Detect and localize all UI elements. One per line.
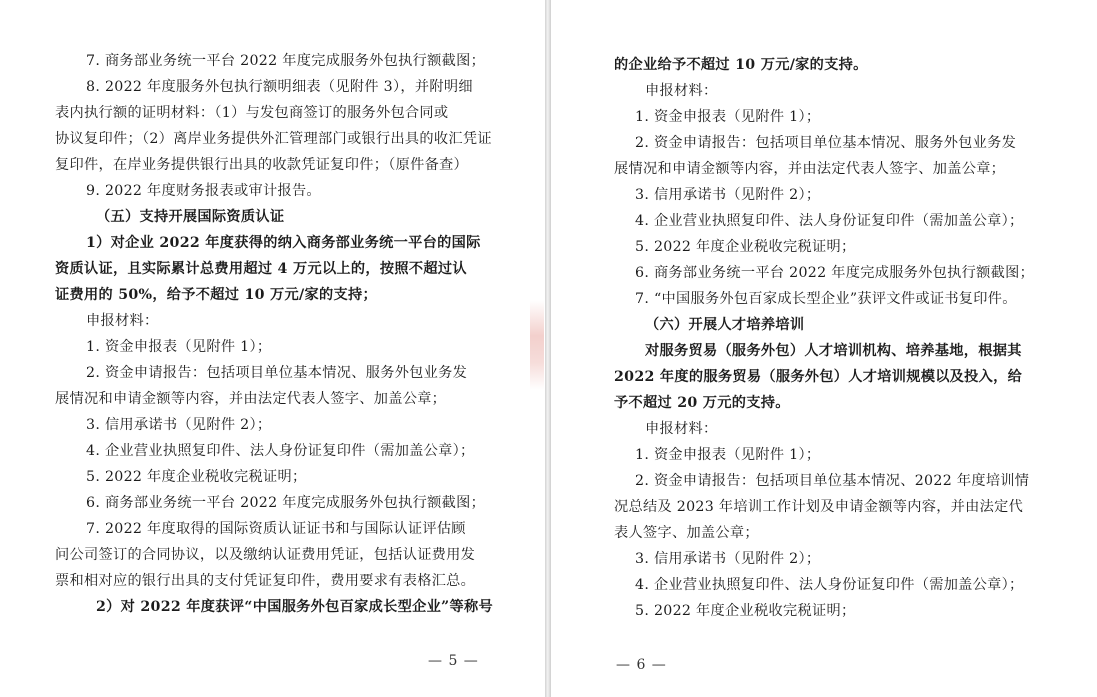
left-line-19: 7. 2022 年度取得的国际资质认证证书和与国际认证评估顾 (86, 521, 466, 537)
right-line-19: 表人签字、加盖公章； (614, 525, 759, 541)
right-line-1: 的企业给予不超过 10 万元/家的支持。 (614, 57, 868, 73)
left-page (0, 0, 545, 697)
right-line-18: 况总结及 2023 年培训工作计划及申请金额等内容，并由法定代 (614, 499, 1024, 515)
left-line-4: 协议复印件；（2）离岸业务提供外汇管理部门或银行出具的收汇凭证 (55, 131, 492, 147)
stamp-mark (530, 300, 544, 390)
right-line-6: 3. 信用承诺书（见附件 2）； (635, 187, 821, 203)
left-line-11: 申报材料： (86, 313, 159, 329)
section-heading-five: （五）支持开展国际资质认证 (96, 209, 285, 225)
left-line-20: 问公司签订的合同协议，以及缴纳认证费用凭证，包括认证费用发 (55, 547, 476, 563)
right-line-3: 1. 资金申报表（见附件 1）； (635, 109, 821, 125)
section-heading-six: （六）开展人才培养培训 (645, 317, 805, 333)
right-line-16: 1. 资金申报表（见附件 1）； (635, 447, 821, 463)
left-line-15: 3. 信用承诺书（见附件 2）； (86, 417, 272, 433)
right-line-10: 7. “中国服务外包百家成长型企业”获评文件或证书复印件。 (635, 291, 1017, 307)
page-number-right: — 6 — (616, 657, 667, 673)
left-line-1: 7. 商务部业务统一平台 2022 年度完成服务外包执行额截图； (86, 53, 486, 69)
right-line-12: 对服务贸易（服务外包）人才培训机构、培养基地，根据其 (645, 343, 1022, 359)
right-line-15: 申报材料： (645, 421, 718, 437)
left-line-9: 资质认证，且实际累计总费用超过 4 万元以上的，按照不超过认 (55, 261, 467, 277)
page-number-left: — 5 — (428, 653, 479, 669)
right-page (551, 0, 1097, 697)
left-line-13: 2. 资金申请报告：包括项目单位基本情况、服务外包业务发 (86, 365, 468, 381)
left-line-10: 证费用的 50%，给予不超过 10 万元/家的支持； (55, 287, 377, 303)
right-line-22: 5. 2022 年度企业税收完税证明； (635, 603, 856, 619)
right-line-5: 展情况和申请金额等内容，并由法定代表人签字、加盖公章； (614, 161, 1006, 177)
left-line-5: 复印件，在岸业务提供银行出具的收款凭证复印件；（原件备查） (55, 157, 469, 173)
right-line-20: 3. 信用承诺书（见附件 2）； (635, 551, 821, 567)
right-line-14: 予不超过 20 万元的支持。 (614, 395, 790, 411)
left-line-14: 展情况和申请金额等内容，并由法定代表人签字、加盖公章； (55, 391, 447, 407)
left-line-6: 9. 2022 年度财务报表或审计报告。 (86, 183, 321, 199)
left-line-12: 1. 资金申报表（见附件 1）； (86, 339, 272, 355)
left-line-16: 4. 企业营业执照复印件、法人身份证复印件（需加盖公章）； (86, 443, 475, 459)
left-line-8: 1）对企业 2022 年度获得的纳入商务部业务统一平台的国际 (86, 235, 481, 251)
left-line-2: 8. 2022 年度服务外包执行额明细表（见附件 3），并附明细 (86, 79, 473, 95)
right-line-9: 6. 商务部业务统一平台 2022 年度完成服务外包执行额截图； (635, 265, 1035, 281)
right-line-17: 2. 资金申请报告：包括项目单位基本情况、2022 年度培训情 (635, 473, 1030, 489)
right-line-7: 4. 企业营业执照复印件、法人身份证复印件（需加盖公章）； (635, 213, 1024, 229)
right-line-2: 申报材料： (645, 83, 718, 99)
left-line-18: 6. 商务部业务统一平台 2022 年度完成服务外包执行额截图； (86, 495, 486, 511)
right-line-4: 2. 资金申请报告：包括项目单位基本情况、服务外包业务发 (635, 135, 1017, 151)
left-line-17: 5. 2022 年度企业税收完税证明； (86, 469, 307, 485)
right-line-21: 4. 企业营业执照复印件、法人身份证复印件（需加盖公章）； (635, 577, 1024, 593)
left-line-3: 表内执行额的证明材料：（1）与发包商签订的服务外包合同或 (55, 105, 449, 121)
right-line-8: 5. 2022 年度企业税收完税证明； (635, 239, 856, 255)
right-line-13: 2022 年度的服务贸易（服务外包）人才培训规模以及投入，给 (614, 369, 1023, 385)
left-line-22: 2）对 2022 年度获评“中国服务外包百家成长型企业”等称号 (96, 599, 493, 615)
left-line-21: 票和相对应的银行出具的支付凭证复印件，费用要求有表格汇总。 (55, 573, 476, 589)
